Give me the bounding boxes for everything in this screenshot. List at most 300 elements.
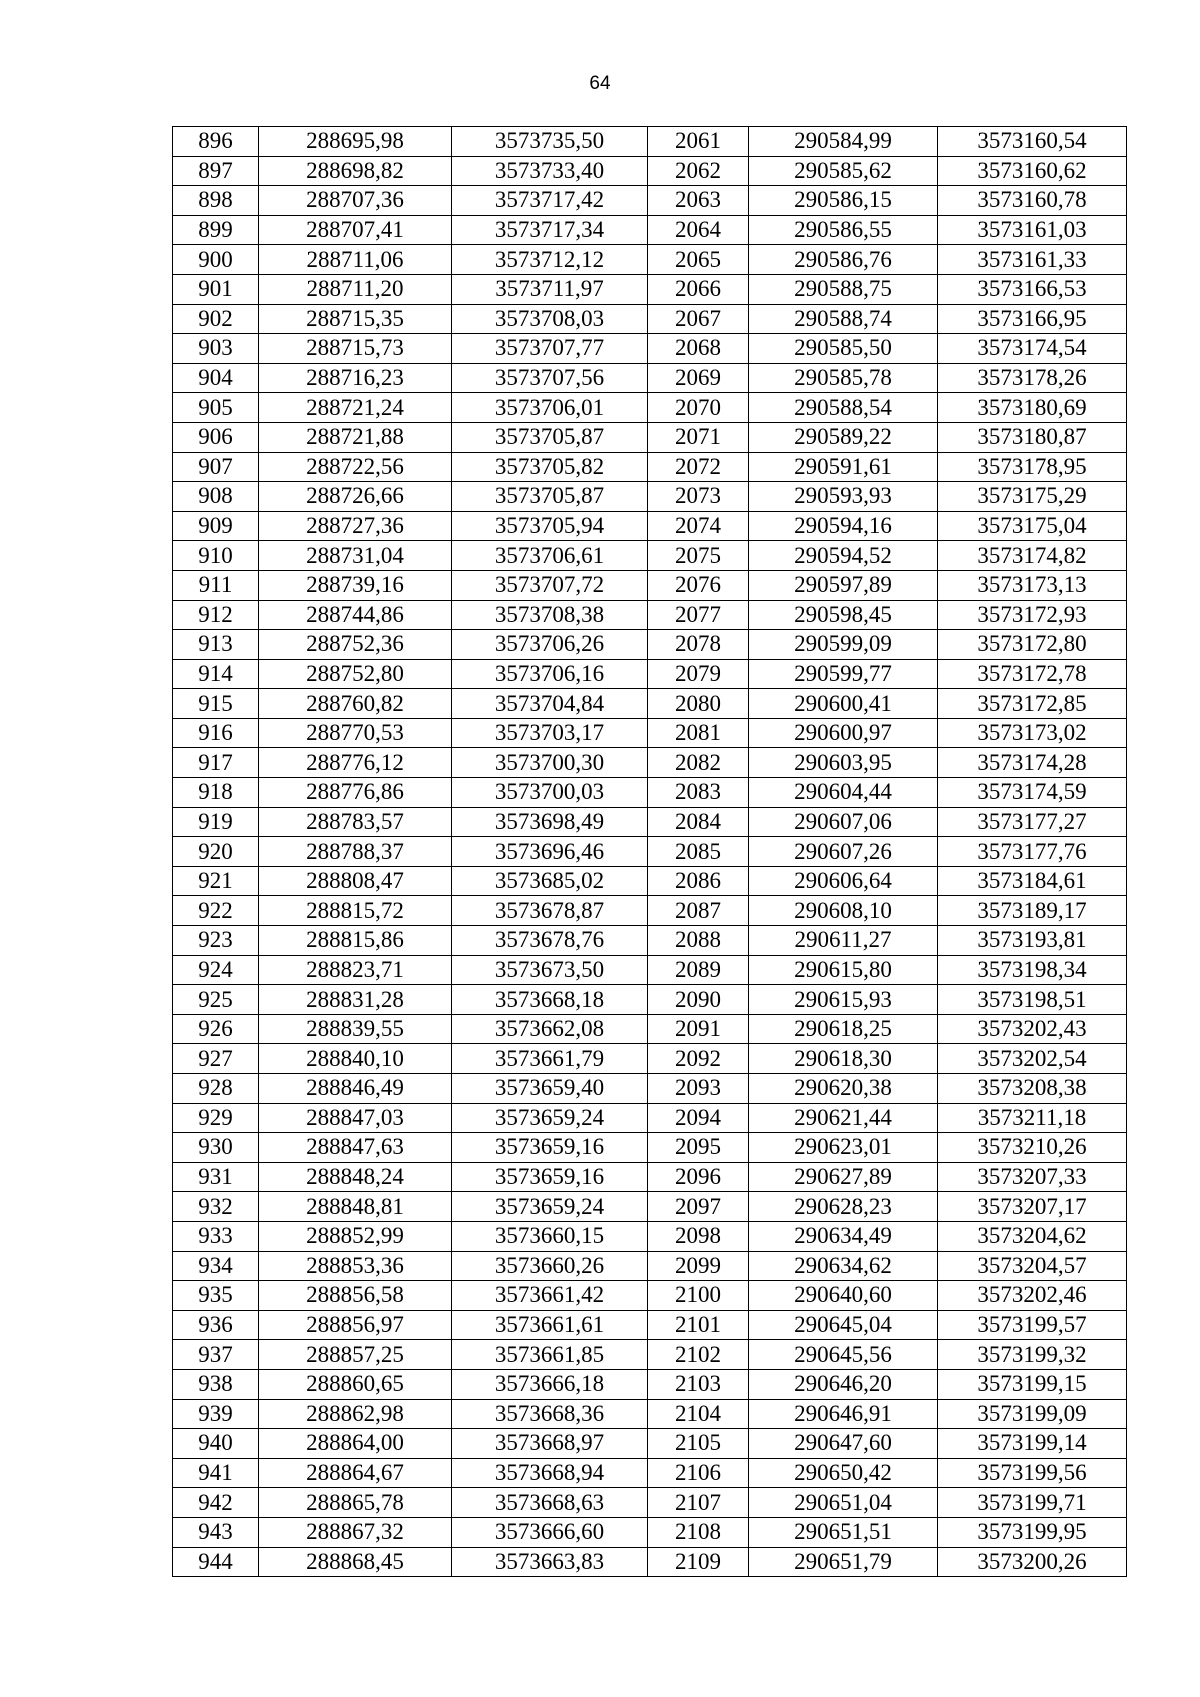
x-coordinate-cell: 290615,80 (749, 955, 938, 985)
y-coordinate-cell: 3573200,26 (938, 1547, 1127, 1577)
x-coordinate-cell: 290593,93 (749, 482, 938, 512)
point-number-cell: 2075 (648, 541, 749, 571)
y-coordinate-cell: 3573668,94 (452, 1458, 648, 1488)
x-coordinate-cell: 290586,15 (749, 186, 938, 216)
y-coordinate-cell: 3573660,26 (452, 1251, 648, 1281)
x-coordinate-cell: 288864,00 (259, 1429, 452, 1459)
table-row (173, 955, 1127, 985)
x-coordinate-cell: 290598,45 (749, 600, 938, 630)
x-coordinate-cell: 290597,89 (749, 570, 938, 600)
x-coordinate-cell: 288815,72 (259, 896, 452, 926)
y-coordinate-cell: 3573184,61 (938, 866, 1127, 896)
table-row (173, 274, 1127, 304)
point-number-cell: 914 (173, 659, 259, 689)
point-number-cell: 2086 (648, 866, 749, 896)
y-coordinate-cell: 3573663,83 (452, 1547, 648, 1577)
x-coordinate-cell: 288760,82 (259, 689, 452, 719)
point-number-cell: 915 (173, 689, 259, 719)
x-coordinate-cell: 288716,23 (259, 363, 452, 393)
y-coordinate-cell: 3573705,87 (452, 482, 648, 512)
point-number-cell: 2070 (648, 393, 749, 423)
point-number-cell: 940 (173, 1429, 259, 1459)
table-row (173, 1281, 1127, 1311)
y-coordinate-cell: 3573166,95 (938, 304, 1127, 334)
point-number-cell: 2082 (648, 748, 749, 778)
x-coordinate-cell: 290620,38 (749, 1074, 938, 1104)
y-coordinate-cell: 3573703,17 (452, 718, 648, 748)
table-row (173, 807, 1127, 837)
page-number: 64 (589, 73, 611, 94)
table-row (173, 1133, 1127, 1163)
point-number-cell: 2067 (648, 304, 749, 334)
y-coordinate-cell: 3573668,97 (452, 1429, 648, 1459)
y-coordinate-cell: 3573177,27 (938, 807, 1127, 837)
point-number-cell: 2088 (648, 926, 749, 956)
y-coordinate-cell: 3573705,82 (452, 452, 648, 482)
point-number-cell: 2065 (648, 245, 749, 275)
y-coordinate-cell: 3573199,09 (938, 1399, 1127, 1429)
point-number-cell: 2066 (648, 274, 749, 304)
x-coordinate-cell: 288721,88 (259, 422, 452, 452)
y-coordinate-cell: 3573208,38 (938, 1074, 1127, 1104)
table-row (173, 422, 1127, 452)
y-coordinate-cell: 3573704,84 (452, 689, 648, 719)
point-number-cell: 919 (173, 807, 259, 837)
x-coordinate-cell: 290628,23 (749, 1192, 938, 1222)
point-number-cell: 943 (173, 1517, 259, 1547)
table-row (173, 1488, 1127, 1518)
table-row (173, 689, 1127, 719)
y-coordinate-cell: 3573211,18 (938, 1103, 1127, 1133)
point-number-cell: 932 (173, 1192, 259, 1222)
x-coordinate-cell: 290606,64 (749, 866, 938, 896)
point-number-cell: 2097 (648, 1192, 749, 1222)
x-coordinate-cell: 288788,37 (259, 837, 452, 867)
table-row (173, 1369, 1127, 1399)
x-coordinate-cell: 288840,10 (259, 1044, 452, 1074)
x-coordinate-cell: 288739,16 (259, 570, 452, 600)
point-number-cell: 2098 (648, 1221, 749, 1251)
table-row (173, 363, 1127, 393)
y-coordinate-cell: 3573199,15 (938, 1369, 1127, 1399)
point-number-cell: 901 (173, 274, 259, 304)
table-row (173, 186, 1127, 216)
x-coordinate-cell: 290651,79 (749, 1547, 938, 1577)
x-coordinate-cell: 290594,52 (749, 541, 938, 571)
point-number-cell: 2089 (648, 955, 749, 985)
y-coordinate-cell: 3573202,54 (938, 1044, 1127, 1074)
y-coordinate-cell: 3573685,02 (452, 866, 648, 896)
y-coordinate-cell: 3573172,93 (938, 600, 1127, 630)
point-number-cell: 927 (173, 1044, 259, 1074)
y-coordinate-cell: 3573202,43 (938, 1014, 1127, 1044)
y-coordinate-cell: 3573160,78 (938, 186, 1127, 216)
y-coordinate-cell: 3573172,80 (938, 630, 1127, 660)
table-row (173, 600, 1127, 630)
y-coordinate-cell: 3573172,78 (938, 659, 1127, 689)
y-coordinate-cell: 3573711,97 (452, 274, 648, 304)
y-coordinate-cell: 3573698,49 (452, 807, 648, 837)
x-coordinate-cell: 288707,36 (259, 186, 452, 216)
x-coordinate-cell: 290586,76 (749, 245, 938, 275)
table-row (173, 1192, 1127, 1222)
y-coordinate-cell: 3573659,16 (452, 1162, 648, 1192)
table-row (173, 1517, 1127, 1547)
point-number-cell: 2064 (648, 215, 749, 245)
y-coordinate-cell: 3573174,82 (938, 541, 1127, 571)
point-number-cell: 938 (173, 1369, 259, 1399)
point-number-cell: 2063 (648, 186, 749, 216)
y-coordinate-cell: 3573673,50 (452, 955, 648, 985)
point-number-cell: 2080 (648, 689, 749, 719)
point-number-cell: 929 (173, 1103, 259, 1133)
table-row (173, 1014, 1127, 1044)
x-coordinate-cell: 290599,09 (749, 630, 938, 660)
point-number-cell: 2078 (648, 630, 749, 660)
y-coordinate-cell: 3573173,02 (938, 718, 1127, 748)
table-row (173, 1162, 1127, 1192)
y-coordinate-cell: 3573706,01 (452, 393, 648, 423)
y-coordinate-cell: 3573178,26 (938, 363, 1127, 393)
y-coordinate-cell: 3573178,95 (938, 452, 1127, 482)
point-number-cell: 913 (173, 630, 259, 660)
x-coordinate-cell: 290634,62 (749, 1251, 938, 1281)
x-coordinate-cell: 288853,36 (259, 1251, 452, 1281)
point-number-cell: 2104 (648, 1399, 749, 1429)
point-number-cell: 2085 (648, 837, 749, 867)
table-row (173, 778, 1127, 808)
y-coordinate-cell: 3573204,57 (938, 1251, 1127, 1281)
point-number-cell: 926 (173, 1014, 259, 1044)
point-number-cell: 917 (173, 748, 259, 778)
x-coordinate-cell: 288715,35 (259, 304, 452, 334)
point-number-cell: 2077 (648, 600, 749, 630)
y-coordinate-cell: 3573708,03 (452, 304, 648, 334)
y-coordinate-cell: 3573666,60 (452, 1517, 648, 1547)
y-coordinate-cell: 3573180,69 (938, 393, 1127, 423)
table-row (173, 1547, 1127, 1577)
x-coordinate-cell: 288731,04 (259, 541, 452, 571)
y-coordinate-cell: 3573160,54 (938, 127, 1127, 157)
table-row (173, 748, 1127, 778)
table-row (173, 1340, 1127, 1370)
point-number-cell: 2092 (648, 1044, 749, 1074)
point-number-cell: 920 (173, 837, 259, 867)
y-coordinate-cell: 3573210,26 (938, 1133, 1127, 1163)
y-coordinate-cell: 3573198,51 (938, 985, 1127, 1015)
point-number-cell: 903 (173, 334, 259, 364)
point-number-cell: 939 (173, 1399, 259, 1429)
y-coordinate-cell: 3573199,14 (938, 1429, 1127, 1459)
table-row (173, 659, 1127, 689)
y-coordinate-cell: 3573659,16 (452, 1133, 648, 1163)
x-coordinate-cell: 288831,28 (259, 985, 452, 1015)
x-coordinate-cell: 288776,12 (259, 748, 452, 778)
x-coordinate-cell: 290618,25 (749, 1014, 938, 1044)
y-coordinate-cell: 3573175,29 (938, 482, 1127, 512)
y-coordinate-cell: 3573659,24 (452, 1192, 648, 1222)
x-coordinate-cell: 290588,75 (749, 274, 938, 304)
point-number-cell: 942 (173, 1488, 259, 1518)
x-coordinate-cell: 290646,91 (749, 1399, 938, 1429)
point-number-cell: 2071 (648, 422, 749, 452)
y-coordinate-cell: 3573199,32 (938, 1340, 1127, 1370)
point-number-cell: 896 (173, 127, 259, 157)
point-number-cell: 918 (173, 778, 259, 808)
table-row (173, 156, 1127, 186)
y-coordinate-cell: 3573660,15 (452, 1221, 648, 1251)
y-coordinate-cell: 3573707,77 (452, 334, 648, 364)
x-coordinate-cell: 288722,56 (259, 452, 452, 482)
y-coordinate-cell: 3573207,17 (938, 1192, 1127, 1222)
y-coordinate-cell: 3573712,12 (452, 245, 648, 275)
y-coordinate-cell: 3573661,61 (452, 1310, 648, 1340)
y-coordinate-cell: 3573659,24 (452, 1103, 648, 1133)
point-number-cell: 2090 (648, 985, 749, 1015)
x-coordinate-cell: 288848,24 (259, 1162, 452, 1192)
x-coordinate-cell: 288848,81 (259, 1192, 452, 1222)
y-coordinate-cell: 3573717,42 (452, 186, 648, 216)
x-coordinate-cell: 290651,51 (749, 1517, 938, 1547)
x-coordinate-cell: 288867,32 (259, 1517, 452, 1547)
table-row (173, 304, 1127, 334)
point-number-cell: 2084 (648, 807, 749, 837)
x-coordinate-cell: 290600,97 (749, 718, 938, 748)
point-number-cell: 2096 (648, 1162, 749, 1192)
y-coordinate-cell: 3573733,40 (452, 156, 648, 186)
point-number-cell: 921 (173, 866, 259, 896)
x-coordinate-cell: 288727,36 (259, 511, 452, 541)
point-number-cell: 922 (173, 896, 259, 926)
y-coordinate-cell: 3573700,30 (452, 748, 648, 778)
point-number-cell: 912 (173, 600, 259, 630)
x-coordinate-cell: 290600,41 (749, 689, 938, 719)
point-number-cell: 2106 (648, 1458, 749, 1488)
x-coordinate-cell: 288776,86 (259, 778, 452, 808)
point-number-cell: 2093 (648, 1074, 749, 1104)
x-coordinate-cell: 290634,49 (749, 1221, 938, 1251)
y-coordinate-cell: 3573202,46 (938, 1281, 1127, 1311)
point-number-cell: 2102 (648, 1340, 749, 1370)
x-coordinate-cell: 290589,22 (749, 422, 938, 452)
x-coordinate-cell: 288847,63 (259, 1133, 452, 1163)
table-row (173, 985, 1127, 1015)
point-number-cell: 2062 (648, 156, 749, 186)
x-coordinate-cell: 290651,04 (749, 1488, 938, 1518)
y-coordinate-cell: 3573161,33 (938, 245, 1127, 275)
y-coordinate-cell: 3573706,26 (452, 630, 648, 660)
coordinates-table (172, 126, 1127, 1577)
y-coordinate-cell: 3573661,79 (452, 1044, 648, 1074)
y-coordinate-cell: 3573177,76 (938, 837, 1127, 867)
point-number-cell: 928 (173, 1074, 259, 1104)
point-number-cell: 2107 (648, 1488, 749, 1518)
point-number-cell: 2094 (648, 1103, 749, 1133)
point-number-cell: 925 (173, 985, 259, 1015)
x-coordinate-cell: 290650,42 (749, 1458, 938, 1488)
x-coordinate-cell: 290607,26 (749, 837, 938, 867)
point-number-cell: 2101 (648, 1310, 749, 1340)
y-coordinate-cell: 3573204,62 (938, 1221, 1127, 1251)
point-number-cell: 937 (173, 1340, 259, 1370)
x-coordinate-cell: 288698,82 (259, 156, 452, 186)
y-coordinate-cell: 3573661,42 (452, 1281, 648, 1311)
point-number-cell: 2100 (648, 1281, 749, 1311)
y-coordinate-cell: 3573696,46 (452, 837, 648, 867)
table-row (173, 1074, 1127, 1104)
y-coordinate-cell: 3573193,81 (938, 926, 1127, 956)
point-number-cell: 2079 (648, 659, 749, 689)
point-number-cell: 898 (173, 186, 259, 216)
table-row (173, 926, 1127, 956)
point-number-cell: 2105 (648, 1429, 749, 1459)
x-coordinate-cell: 290585,62 (749, 156, 938, 186)
point-number-cell: 2072 (648, 452, 749, 482)
x-coordinate-cell: 288695,98 (259, 127, 452, 157)
table-row (173, 570, 1127, 600)
y-coordinate-cell: 3573706,16 (452, 659, 648, 689)
table-row (173, 1458, 1127, 1488)
x-coordinate-cell: 288711,20 (259, 274, 452, 304)
point-number-cell: 910 (173, 541, 259, 571)
y-coordinate-cell: 3573180,87 (938, 422, 1127, 452)
y-coordinate-cell: 3573174,28 (938, 748, 1127, 778)
x-coordinate-cell: 288860,65 (259, 1369, 452, 1399)
y-coordinate-cell: 3573717,34 (452, 215, 648, 245)
y-coordinate-cell: 3573668,18 (452, 985, 648, 1015)
x-coordinate-cell: 288846,49 (259, 1074, 452, 1104)
point-number-cell: 2095 (648, 1133, 749, 1163)
x-coordinate-cell: 290640,60 (749, 1281, 938, 1311)
x-coordinate-cell: 288856,58 (259, 1281, 452, 1311)
x-coordinate-cell: 290588,54 (749, 393, 938, 423)
point-number-cell: 897 (173, 156, 259, 186)
y-coordinate-cell: 3573172,85 (938, 689, 1127, 719)
x-coordinate-cell: 290584,99 (749, 127, 938, 157)
point-number-cell: 924 (173, 955, 259, 985)
x-coordinate-cell: 288839,55 (259, 1014, 452, 1044)
x-coordinate-cell: 290611,27 (749, 926, 938, 956)
x-coordinate-cell: 288847,03 (259, 1103, 452, 1133)
y-coordinate-cell: 3573160,62 (938, 156, 1127, 186)
point-number-cell: 933 (173, 1221, 259, 1251)
point-number-cell: 899 (173, 215, 259, 245)
y-coordinate-cell: 3573706,61 (452, 541, 648, 571)
table-row (173, 1221, 1127, 1251)
y-coordinate-cell: 3573668,63 (452, 1488, 648, 1518)
x-coordinate-cell: 290585,78 (749, 363, 938, 393)
x-coordinate-cell: 290627,89 (749, 1162, 938, 1192)
y-coordinate-cell: 3573678,87 (452, 896, 648, 926)
y-coordinate-cell: 3573175,04 (938, 511, 1127, 541)
y-coordinate-cell: 3573700,03 (452, 778, 648, 808)
y-coordinate-cell: 3573735,50 (452, 127, 648, 157)
table-row (173, 1310, 1127, 1340)
table-row (173, 718, 1127, 748)
y-coordinate-cell: 3573659,40 (452, 1074, 648, 1104)
point-number-cell: 923 (173, 926, 259, 956)
table-row (173, 245, 1127, 275)
table-row (173, 334, 1127, 364)
x-coordinate-cell: 290603,95 (749, 748, 938, 778)
x-coordinate-cell: 290604,44 (749, 778, 938, 808)
y-coordinate-cell: 3573174,59 (938, 778, 1127, 808)
point-number-cell: 2073 (648, 482, 749, 512)
y-coordinate-cell: 3573166,53 (938, 274, 1127, 304)
y-coordinate-cell: 3573199,95 (938, 1517, 1127, 1547)
y-coordinate-cell: 3573199,56 (938, 1458, 1127, 1488)
point-number-cell: 944 (173, 1547, 259, 1577)
table-row (173, 837, 1127, 867)
y-coordinate-cell: 3573708,38 (452, 600, 648, 630)
table-row (173, 393, 1127, 423)
point-number-cell: 931 (173, 1162, 259, 1192)
x-coordinate-cell: 288711,06 (259, 245, 452, 275)
x-coordinate-cell: 288857,25 (259, 1340, 452, 1370)
x-coordinate-cell: 288770,53 (259, 718, 452, 748)
x-coordinate-cell: 288815,86 (259, 926, 452, 956)
point-number-cell: 936 (173, 1310, 259, 1340)
x-coordinate-cell: 290588,74 (749, 304, 938, 334)
x-coordinate-cell: 288868,45 (259, 1547, 452, 1577)
x-coordinate-cell: 288862,98 (259, 1399, 452, 1429)
table-row (173, 1103, 1127, 1133)
y-coordinate-cell: 3573161,03 (938, 215, 1127, 245)
point-number-cell: 904 (173, 363, 259, 393)
point-number-cell: 907 (173, 452, 259, 482)
point-number-cell: 2074 (648, 511, 749, 541)
point-number-cell: 934 (173, 1251, 259, 1281)
x-coordinate-cell: 288823,71 (259, 955, 452, 985)
point-number-cell: 930 (173, 1133, 259, 1163)
point-number-cell: 2061 (648, 127, 749, 157)
y-coordinate-cell: 3573198,34 (938, 955, 1127, 985)
y-coordinate-cell: 3573189,17 (938, 896, 1127, 926)
table-row (173, 1399, 1127, 1429)
y-coordinate-cell: 3573666,18 (452, 1369, 648, 1399)
point-number-cell: 935 (173, 1281, 259, 1311)
y-coordinate-cell: 3573705,87 (452, 422, 648, 452)
table-row (173, 541, 1127, 571)
y-coordinate-cell: 3573199,71 (938, 1488, 1127, 1518)
point-number-cell: 2083 (648, 778, 749, 808)
point-number-cell: 2068 (648, 334, 749, 364)
table-row (173, 896, 1127, 926)
x-coordinate-cell: 290623,01 (749, 1133, 938, 1163)
x-coordinate-cell: 288808,47 (259, 866, 452, 896)
x-coordinate-cell: 288744,86 (259, 600, 452, 630)
point-number-cell: 906 (173, 422, 259, 452)
x-coordinate-cell: 288707,41 (259, 215, 452, 245)
point-number-cell: 2099 (648, 1251, 749, 1281)
table-row (173, 511, 1127, 541)
point-number-cell: 2069 (648, 363, 749, 393)
x-coordinate-cell: 290599,77 (749, 659, 938, 689)
table-row (173, 1251, 1127, 1281)
point-number-cell: 908 (173, 482, 259, 512)
x-coordinate-cell: 288864,67 (259, 1458, 452, 1488)
point-number-cell: 2081 (648, 718, 749, 748)
y-coordinate-cell: 3573707,56 (452, 363, 648, 393)
x-coordinate-cell: 290647,60 (749, 1429, 938, 1459)
x-coordinate-cell: 290645,56 (749, 1340, 938, 1370)
x-coordinate-cell: 288783,57 (259, 807, 452, 837)
point-number-cell: 916 (173, 718, 259, 748)
point-number-cell: 941 (173, 1458, 259, 1488)
x-coordinate-cell: 288852,99 (259, 1221, 452, 1251)
x-coordinate-cell: 290585,50 (749, 334, 938, 364)
table-row (173, 630, 1127, 660)
